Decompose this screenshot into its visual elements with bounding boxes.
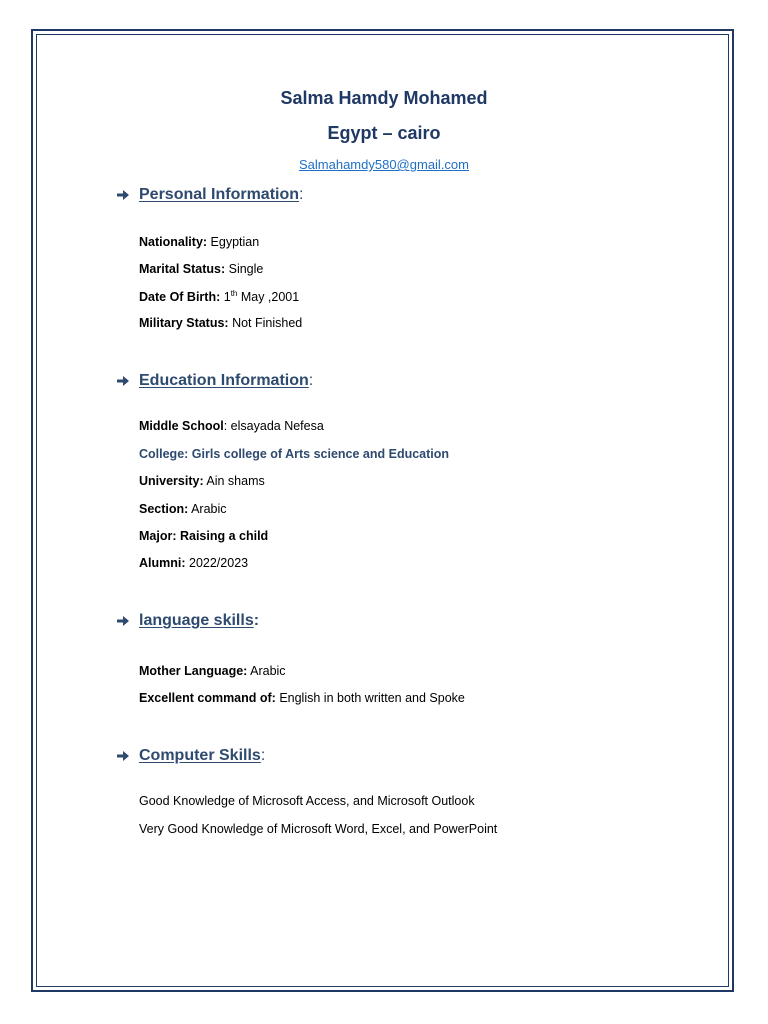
university-line [139,474,265,488]
university-value: Ain shams [203,474,265,488]
dob-sup: th [230,289,238,298]
personal-info-title: Personal Information [139,186,300,203]
middle-school-label: Middle School [139,419,224,433]
mother-language-line [139,664,286,678]
dob-rest: May ,2001 [237,290,300,305]
major-line [139,529,268,543]
arrow-right-icon [116,188,130,202]
nationality-label: Nationality: [139,235,208,249]
mother-language-value: Arabic [247,664,286,678]
computer-skill-2: Very Good Knowledge of Microsoft Word, Excel, and PowerPoint [139,822,498,836]
section-label: Section: [139,502,189,516]
computer-colon: : [260,747,266,764]
marital-value: Single [225,262,264,276]
dob-line [139,289,299,304]
military-line [139,316,302,330]
major-text: Major: Raising a child [139,529,269,543]
alumni-line [139,556,248,570]
email-link[interactable]: Salmahamdy580@gmail.com [299,157,469,172]
education-heading [116,372,313,390]
computer-skill-1: Good Knowledge of Microsoft Access, and Microsoft Outlook [139,794,475,808]
military-value: Not Finished [228,316,303,330]
computer-heading [116,747,265,765]
personal-info-heading [116,186,303,204]
language-heading [116,612,259,630]
alumni-value: 2022/2023 [185,556,249,570]
personal-info-colon: : [299,186,304,203]
nationality-line [139,235,259,249]
nationality-value: Egyptian [207,235,260,249]
mother-language-label: Mother Language: [139,664,248,678]
college-line: College: Girls college of Arts science and Education [139,447,450,461]
dob-day: 1 [220,290,231,305]
middle-school-line [139,419,324,433]
cv-location: Egypt – cairo [327,123,441,143]
dob-label: Date Of Birth: [139,290,221,305]
education-title: Education Information [139,372,309,389]
marital-line [139,262,263,276]
language-colon: : [253,612,260,629]
section-value: Arabic [188,502,227,516]
excellent-command-label: Excellent command of: [139,691,276,705]
education-colon: : [308,372,314,389]
computer-title: Computer Skills [139,747,261,764]
military-label: Military Status: [139,316,229,330]
middle-school-value: : elsayada Nefesa [223,419,324,433]
cv-name: Salma Hamdy Mohamed [280,88,488,108]
section-line [139,502,227,516]
marital-label: Marital Status: [139,262,226,276]
language-title: language skills [139,612,254,629]
arrow-right-icon [116,374,130,388]
arrow-right-icon [116,749,130,763]
alumni-label: Alumni: [139,556,186,570]
excellent-command-value: English in both written and Spoke [275,691,465,705]
excellent-command-line [139,691,465,705]
arrow-right-icon [116,614,130,628]
university-label: University: [139,474,204,488]
